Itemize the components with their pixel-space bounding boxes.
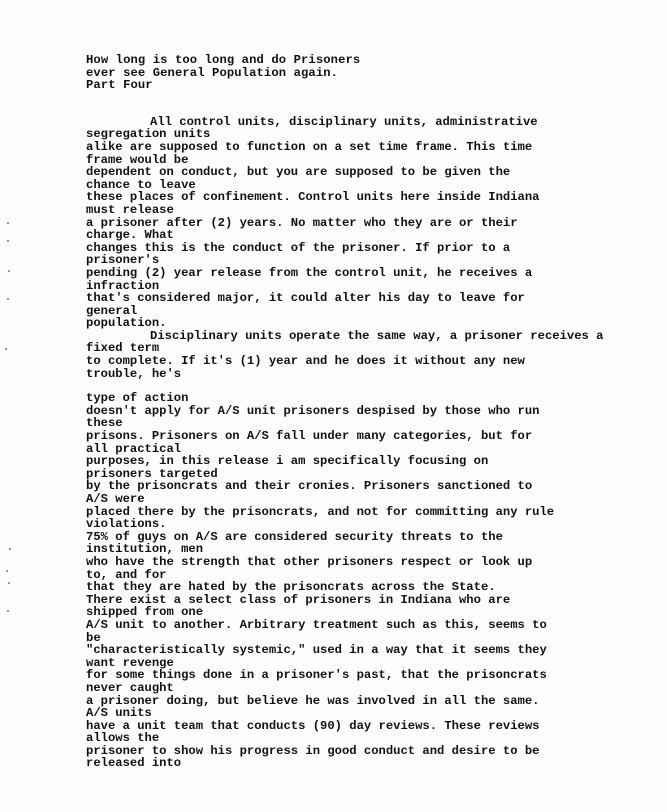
body-line: general: [86, 303, 138, 318]
body-line: have a unit team that conducts (90) day reviews. These reviews: [86, 718, 540, 733]
body-line: a prisoner doing, but believe he was involved in all the same.: [86, 693, 540, 708]
body-line: violations.: [86, 517, 167, 532]
body-line: population.: [86, 316, 167, 331]
body-line: "characteristically systemic," used in a way that it seems they: [86, 643, 547, 658]
body-line: 75% of guys on A/S are considered security threats to the: [86, 529, 503, 544]
document-text: [86, 54, 646, 770]
body-line: a prisoner after (2) years. No matter who they are or their: [86, 215, 518, 230]
body-line: released into: [86, 756, 182, 771]
scan-speck: [7, 222, 9, 224]
scan-speck: [6, 570, 8, 572]
body-line: Disciplinary units operate the same way, a prisoner receives a: [150, 328, 604, 343]
body-line: prisoners targeted: [86, 466, 218, 481]
body-line: these: [86, 416, 123, 431]
body-line: that's considered major, it could alter his day to leave for: [86, 291, 525, 306]
body-line: alike are supposed to function on a set time frame. This time: [86, 139, 533, 154]
body-line: pending (2) year release from the control unit, he receives a: [86, 265, 533, 280]
body-line: allows the: [86, 731, 160, 746]
scan-speck: [7, 610, 9, 612]
body-line: A/S unit to another. Arbitrary treatment such as this, seems to: [86, 617, 547, 632]
body-line: by the prisoncrats and their cronies. Prisoners sanctioned to: [86, 479, 533, 494]
body-line: trouble, he's: [86, 366, 182, 381]
body-line: purposes, in this release i am specifically focusing on: [86, 454, 489, 469]
body-line: dependent on conduct, but you are supposed to be given the: [86, 165, 511, 180]
body-line: placed there by the prisoncrats, and not for committing any rule: [86, 504, 555, 519]
scan-speck: [9, 548, 11, 550]
body-line: chance to leave: [86, 177, 196, 192]
body-line: A/S were: [86, 492, 145, 506]
body-line: never caught: [86, 680, 174, 695]
body-line: that they are hated by the prisoncrats across the State.: [86, 580, 496, 595]
body-line: prisoner's: [86, 253, 160, 268]
header-spacer: [86, 92, 646, 116]
body-line: There exist a select class of prisoners in Indiana who are: [86, 592, 511, 607]
body-line: segregation units: [86, 127, 211, 142]
body-line: A/S units: [86, 706, 152, 721]
scan-speck: [8, 270, 10, 272]
body-line: prisons. Prisoners on A/S fall under many categories, but for: [86, 429, 533, 444]
document-header: [86, 54, 646, 92]
body-line: All control units, disciplinary units, administrative: [150, 114, 538, 129]
body-line: type of action: [86, 391, 189, 406]
header-line: Part Four: [86, 78, 153, 93]
body-line: to, and for: [86, 567, 167, 582]
body-line: fixed term: [86, 341, 160, 356]
body-line: frame would be: [86, 152, 189, 167]
body-line: who have the strength that other prisoners respect or look up: [86, 554, 533, 569]
body-line: doesn't apply for A/S unit prisoners despised by those who run: [86, 403, 540, 418]
body-line: these places of confinement. Control units here inside Indiana: [86, 190, 540, 205]
body-line: prisoner to show his progress in good conduct and desire to be: [86, 743, 540, 758]
scan-speck: [8, 582, 10, 584]
body-line: want revenge: [86, 655, 174, 670]
body-line: be: [86, 630, 101, 645]
body-line: to complete. If it's (1) year and he does it without any new: [86, 354, 525, 369]
body-line: institution, men: [86, 542, 204, 557]
body-line: must release: [86, 202, 174, 217]
body-line: shipped from one: [86, 605, 204, 620]
scan-speck: [5, 348, 7, 350]
document-body: [86, 116, 646, 770]
scan-speck: [7, 298, 9, 300]
scan-speck: [7, 240, 9, 242]
header-line: ever see General Population again.: [86, 65, 339, 80]
header-line: How long is too long and do Prisoners: [86, 53, 361, 67]
body-line: charge. What: [86, 228, 174, 243]
body-line: for some things done in a prisoner's past, that the prisoncrats: [86, 668, 547, 683]
body-line: changes this is the conduct of the prisoner. If prior to a: [86, 240, 511, 255]
body-line: infraction: [86, 278, 160, 293]
body-line: all practical: [86, 441, 182, 456]
